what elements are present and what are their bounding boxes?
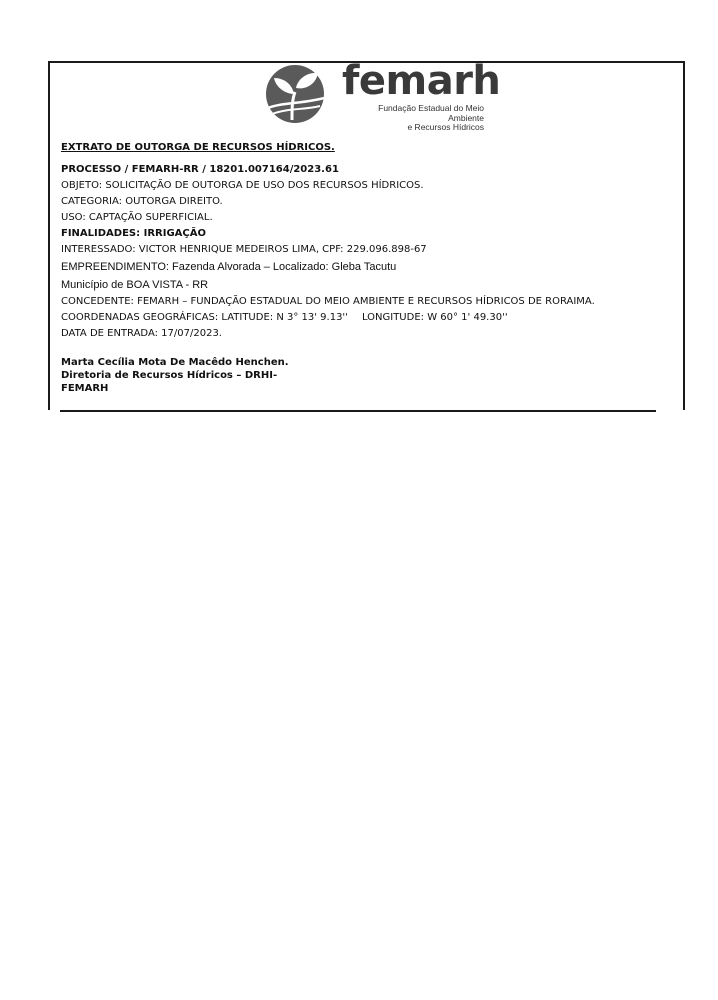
document-body: [61, 140, 681, 395]
objeto-line: OBJETO: SOLICITAÇÃO DE OUTORGA DE USO DOS RECURSOS HÍDRICOS.: [61, 180, 424, 191]
empreendimento-line: EMPREENDIMENTO: Fazenda Alvorada – Localizado: Gleba Tacutu: [61, 261, 397, 273]
uso-line: USO: CAPTAÇÃO SUPERFICIAL.: [61, 212, 213, 223]
categoria-line: CATEGORIA: OUTORGA DIREITO.: [61, 196, 223, 207]
signature-block: [61, 356, 681, 395]
logo-subtitle: [344, 104, 484, 133]
signature-name: Marta Cecília Mota De Macêdo Henchen.: [61, 357, 289, 368]
interessado-line: INTERESSADO: VICTOR HENRIQUE MEDEIROS LIMA, CPF: 229.096.898-67: [61, 244, 427, 255]
document-title: EXTRATO DE OUTORGA DE RECURSOS HÍDRICOS.: [61, 142, 335, 153]
coordenadas-line: [61, 310, 681, 326]
femarh-logo: [262, 58, 502, 132]
data-entrada-line: DATA DE ENTRADA: 17/07/2023.: [61, 328, 222, 339]
signature-role-line2: FEMARH: [61, 383, 109, 394]
bottom-rule: [60, 410, 656, 412]
latitude-text: COORDENADAS GEOGRÁFICAS: LATITUDE: N 3° 13' 9.13'': [61, 312, 348, 323]
processo-line: PROCESSO / FEMARH-RR / 18201.007164/2023.61: [61, 164, 339, 175]
signature-role-line1: Diretoria de Recursos Hídricos – DRHI-: [61, 370, 278, 381]
longitude-text: LONGITUDE: W 60° 1' 49.30'': [361, 312, 508, 323]
logo-wordmark: femarh: [342, 58, 501, 104]
logo-subtitle-line2: e Recursos Hídricos: [407, 122, 484, 132]
leaf-logo-icon: [262, 64, 328, 124]
logo-subtitle-line1: Fundação Estadual do Meio Ambiente: [378, 103, 484, 123]
concedente-line: CONCEDENTE: FEMARH – FUNDAÇÃO ESTADUAL DO MEIO AMBIENTE E RECURSOS HÍDRICOS DE RORAIMA.: [61, 296, 595, 307]
municipio-line: Município de BOA VISTA - RR: [61, 279, 209, 291]
finalidades-line: FINALIDADES: IRRIGAÇÃO: [61, 228, 206, 239]
